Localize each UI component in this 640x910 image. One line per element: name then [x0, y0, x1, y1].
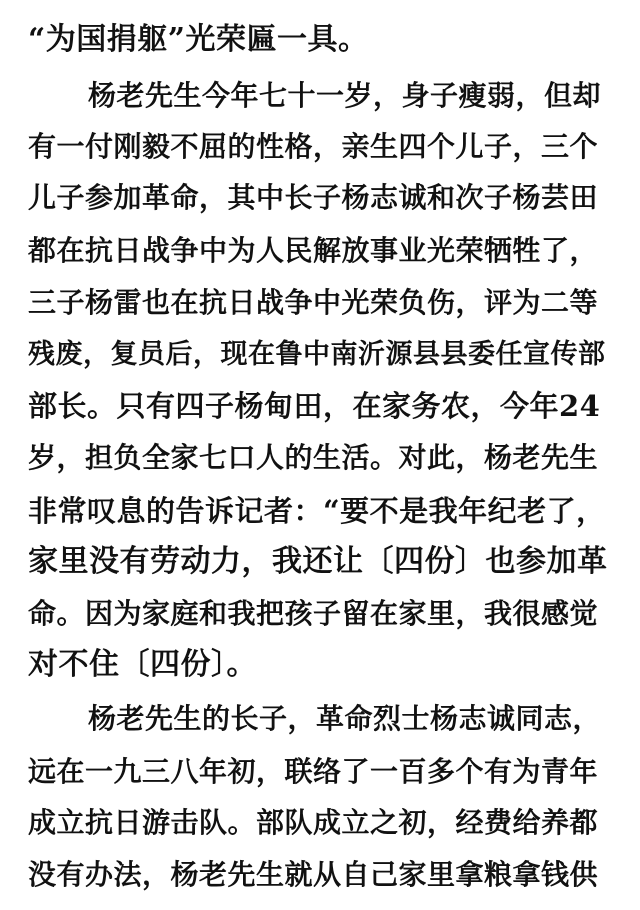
text-line-2: 杨老先生今年七十一岁，身子瘦弱，但却 — [88, 79, 602, 112]
text-line-17: 没有办法，杨老先生就从自己家里拿粮拿钱供 — [28, 858, 599, 891]
text-line-16: 成立抗日游击队。部队成立之初，经费给养都 — [28, 806, 599, 839]
text-line-9: 岁，担负全家七口人的生活。对此，杨老先生 — [28, 441, 599, 474]
text-line-12: 命。因为家庭和我把孩子留在家里，我很感觉 — [28, 597, 599, 630]
text-line-15: 远在一九三八年初，联络了一百多个有为青年 — [28, 755, 599, 788]
text-line-5: 都在抗日战争中为人民解放事业光荣牺牲了， — [28, 234, 599, 267]
text-line-13: 对不住〔四份〕。 — [28, 647, 257, 682]
text-line-6: 三子杨雷也在抗日战争中光荣负伤，评为二等 — [28, 286, 599, 319]
text-line-11: 家里没有劳动力，我还让〔四份〕也参加革 — [28, 544, 608, 579]
text-line-1: “为国捐躯”光荣匾一具。 — [28, 22, 369, 57]
text-line-8: 部长。只有四子杨甸田，在家务农，今年24 — [28, 389, 601, 423]
text-line-3: 有一付刚毅不屈的性格，亲生四个儿子，三个 — [28, 130, 599, 163]
text-line-10: 非常叹息的告诉记者：“要不是我年纪老了， — [28, 494, 606, 528]
text-line-14: 杨老先生的长子，革命烈士杨志诚同志， — [88, 702, 602, 735]
text-line-4: 儿子参加革命，其中长子杨志诚和次子杨芸田 — [28, 181, 599, 214]
text-line-7: 残废，复员后，现在鲁中南沂源县县委任宣传部 — [28, 339, 606, 370]
